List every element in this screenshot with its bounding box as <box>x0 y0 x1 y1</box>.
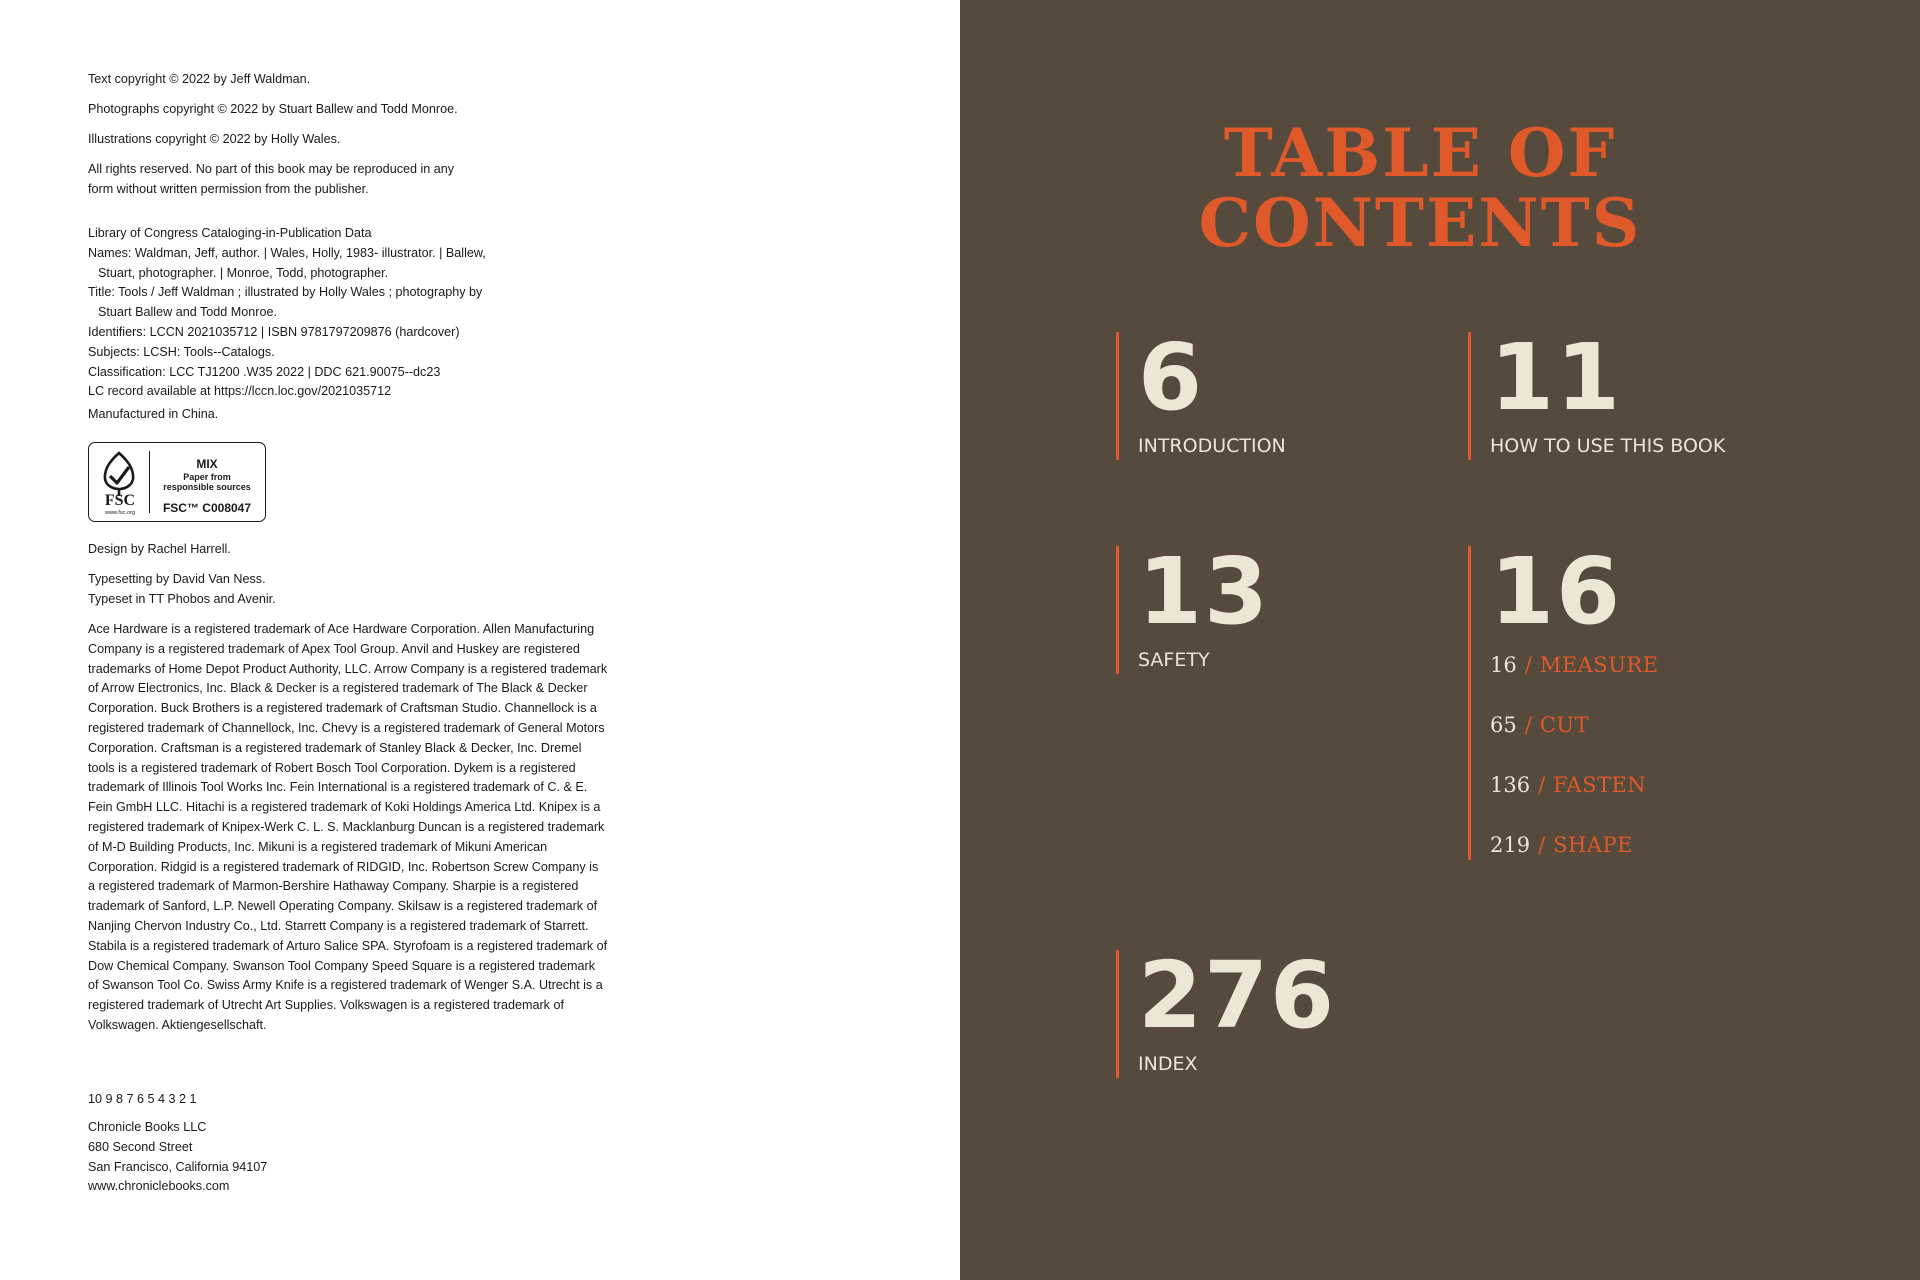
toc-page-number: 6 <box>1138 324 1205 431</box>
fsc-paper-line: responsible sources <box>163 482 251 492</box>
cip-data <box>88 224 628 402</box>
toc-section-page: 136 <box>1490 773 1531 797</box>
fsc-logo <box>88 442 266 522</box>
typesetting-credit <box>88 570 628 610</box>
typesetting-line: Typesetting by David Van Ness. <box>88 572 266 586</box>
toc-section-name: CUT <box>1539 713 1590 737</box>
toc-accent-bar <box>1116 332 1119 460</box>
toc-separator: / <box>1538 833 1546 857</box>
fsc-divider <box>149 451 150 513</box>
toc-label: INTRODUCTION <box>1138 435 1286 457</box>
trademark-notice: Ace Hardware is a registered trademark of Ace Hardware Corporation. Allen Manufacturing Company is a registered trademark of Apex Tool Group. Anvil and Huskey are registered trademarks of Home Depot Product Authority, LLC. Arrow Company is a registered trademark of Arrow Electronics, Inc. Black & Decker is a registered trademark of The Black & Decker Corporation. Buck Brothers is a registered trademark of Craftsman Studio. Channellock is a registered trademark of Channellock, Inc. Chevy is a registered trademark of General Motors Corporation. Craftsman is a registered trademark of Stanley Black & Decker, Inc. Dremel tools is a registered trademark of Robert Bosch Tool Corporation. Dykem is a registered trademark of Illinois Tool Works Inc. Fein International is a registered trademark of C. & E. Fein GmbH LLC. Hitachi is a registered trademark of Koki Holdings America Ltd. Knipex is a registered trademark of Knipex-Werk C. L. S. Macklanburg Duncan is a registered trademark of M-D Building Products, Inc. Mikuni is a registered trademark of Mikuni American Corporation. Ridgid is a registered trademark of RIDGID, Inc. Robertson Screw Company is a registered trademark of Marmon-Bershire Hathaway Company. Sharpie is a registered trademark of Sanford, L.P. Newell Operating Company. Skilsaw is a registered trademark of Nanjing Chervon Industry Co., Ltd. Starrett Company is a registered trademark of Starrett. Stabila is a registered trademark of Arturo Salice SPA. Styrofoam is a registered trademark of Dow Chemical Company. Swanson Tool Company Speed Square is a registered trademark of Swanson Tool Co. Swiss Army Knife is a registered trademark of Wenger S.A. Utrecht is a registered trademark of Utrecht Art Supplies. Volkswagen is a registered trademark of Volkswagen. Aktiengesellschaft. <box>88 622 608 1032</box>
cip-line: Title: Tools / Jeff Waldman ; illustrated by Holly Wales ; photography by <box>88 285 483 300</box>
fsc-paper-note <box>153 472 261 492</box>
publisher-line: Chronicle Books LLC <box>88 1120 207 1134</box>
toc-accent-bar <box>1468 546 1471 860</box>
toc-separator: / <box>1524 653 1532 677</box>
toc-section-page: 219 <box>1490 833 1531 857</box>
cip-line: Stuart, photographer. | Monroe, Todd, photographer. <box>98 265 389 280</box>
design-credit: Design by Rachel Harrell. <box>88 542 231 556</box>
toc-separator: / <box>1524 713 1532 737</box>
toc-label: SAFETY <box>1138 649 1210 671</box>
toc-page-number: 16 <box>1490 538 1623 645</box>
toc-section-cut[interactable] <box>1490 712 1589 738</box>
manufactured-note: Manufactured in China. <box>88 407 219 421</box>
toc-title <box>960 114 1880 262</box>
fsc-mix-label: MIX <box>196 457 218 471</box>
rights-line: All rights reserved. No part of this book may be reproduced in any <box>88 162 455 176</box>
rights-line: form without written permission from the publisher. <box>88 181 369 196</box>
publisher-line: www.chroniclebooks.com <box>88 1179 230 1194</box>
toc-label: INDEX <box>1138 1053 1198 1075</box>
toc-section-measure[interactable] <box>1490 652 1659 678</box>
toc-section-page: 16 <box>1490 653 1517 677</box>
photo-copyright: Photographs copyright © 2022 by Stuart Ballew and Todd Monroe. <box>88 102 458 116</box>
cip-line: Identifiers: LCCN 2021035712 | ISBN 9781797209876 (hardcover) <box>88 324 460 339</box>
rights-notice <box>88 160 628 200</box>
toc-page-number: 11 <box>1490 324 1623 431</box>
toc-accent-bar <box>1116 950 1119 1078</box>
typeset-fonts-line: Typeset in TT Phobos and Avenir. <box>88 591 276 606</box>
publisher-line: San Francisco, California 94107 <box>88 1159 268 1174</box>
printing-line: 10 9 8 7 6 5 4 3 2 1 <box>88 1092 197 1106</box>
toc-section-shape[interactable] <box>1490 832 1633 858</box>
fsc-paper-line: Paper from <box>183 472 231 482</box>
toc-separator: / <box>1538 773 1546 797</box>
toc-section-name: SHAPE <box>1553 833 1633 857</box>
toc-accent-bar <box>1468 332 1471 460</box>
toc-page-number: 276 <box>1138 942 1337 1049</box>
cip-line: LC record available at https://lccn.loc.gov/2021035712 <box>88 384 392 399</box>
text-copyright: Text copyright © 2022 by Jeff Waldman. <box>88 72 311 86</box>
cip-line: Names: Waldman, Jeff, author. | Wales, Holly, 1983- illustrator. | Ballew, <box>88 245 486 260</box>
toc-title-line: CONTENTS <box>1198 184 1642 262</box>
fsc-url: www.fsc.org <box>104 510 136 516</box>
fsc-code: FSC™ C008047 <box>162 501 252 515</box>
toc-accent-bar <box>1116 546 1119 674</box>
toc-section-name: MEASURE <box>1539 653 1659 677</box>
toc-page-number: 13 <box>1138 538 1271 645</box>
cip-line: Subjects: LCSH: Tools--Catalogs. <box>88 344 275 359</box>
fsc-tree-checkmark-icon <box>95 449 143 497</box>
toc-section-page: 65 <box>1490 713 1517 737</box>
publisher-line: 680 Second Street <box>88 1139 193 1154</box>
toc-section-name: FASTEN <box>1553 773 1647 797</box>
toc-label: HOW TO USE THIS BOOK <box>1490 435 1726 457</box>
cip-line: Library of Congress Cataloging-in-Publication Data <box>88 226 372 240</box>
cip-line: Stuart Ballew and Todd Monroe. <box>98 305 277 320</box>
illustration-copyright: Illustrations copyright © 2022 by Holly Wales. <box>88 132 341 146</box>
fsc-wordmark: FSC <box>104 492 136 509</box>
publisher-address <box>88 1118 628 1197</box>
table-of-contents-page <box>960 0 1920 1280</box>
toc-section-fasten[interactable] <box>1490 772 1646 798</box>
toc-title-line: TABLE OF <box>1223 114 1617 192</box>
cip-line: Classification: LCC TJ1200 .W35 2022 | DDC 621.90075--dc23 <box>88 364 441 379</box>
